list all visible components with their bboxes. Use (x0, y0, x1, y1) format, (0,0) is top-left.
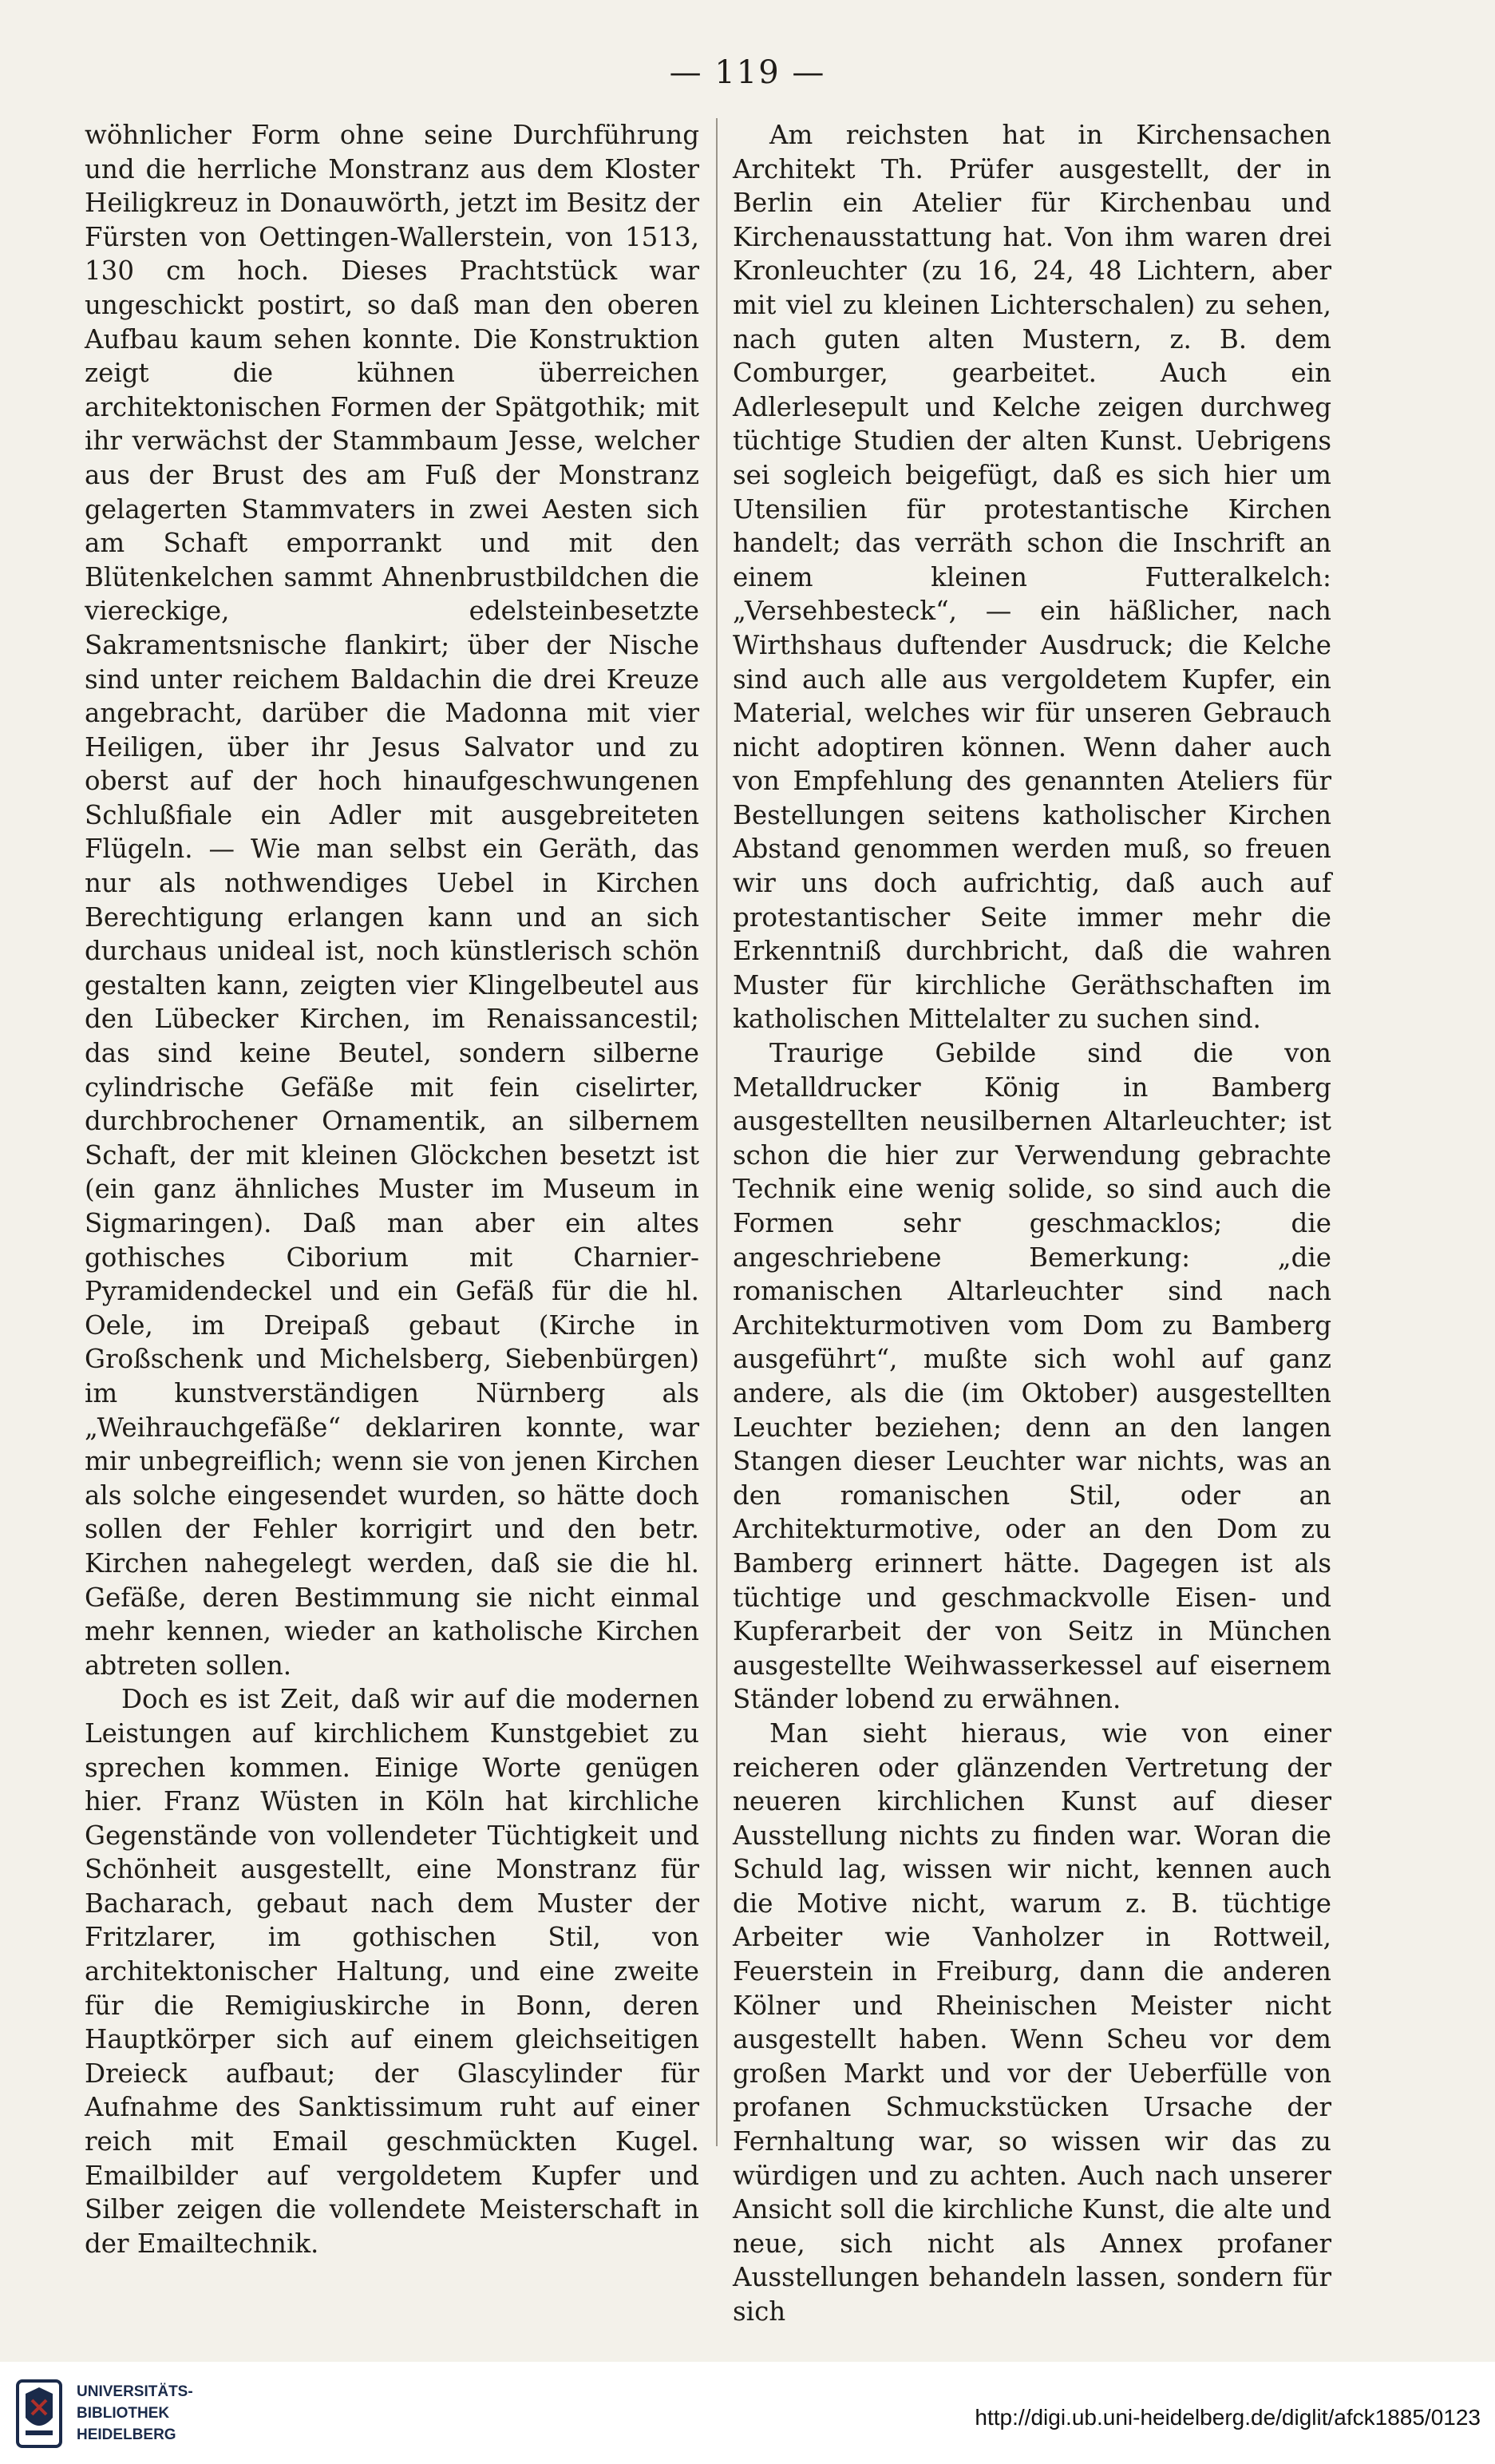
right-paragraph-3: Man sieht hieraus, wie von einer reicheren oder glänzenden Vertretung der neueren kirchlichen Kunst auf dieser Ausstellung nichts zu finden war. Woran die Schuld lag, wissen wir nicht, kennen auch die Motive nicht, warum z. B. tüchtige Arbeiter wie Vanholzer in Rottweil, Feuerstein in Freiburg, dann die anderen Kölner und Rheinischen Meister nicht ausgestellt haben. Wenn Scheu vor dem großen Markt und vor der Ueberfülle von profanen Schmuckstücken Ursache der Fernhaltung war, so wissen wir das zu würdigen und zu achten. Auch nach unserer Ansicht soll die kirchliche Kunst, die alte und neue, sich nicht als Annex profaner Ausstellungen behandeln lassen, sondern für sich (733, 1717, 1331, 2327)
library-logo (14, 2378, 222, 2450)
right-column (733, 118, 1331, 2329)
library-name-line-2: BIBLIOTHEK (77, 2405, 170, 2422)
left-paragraph-2: Doch es ist Zeit, daß wir auf die modernen Leistungen auf kirchlichem Kunstgebiet zu sprechen kommen. Einige Worte genügen hier. Franz Wüsten in Köln hat kirchliche Gegenstände von vollendeter Tüchtigkeit und Schönheit ausgestellt, eine Monstranz für Bacharach, gebaut nach dem Muster der Fritzlarer, im gothischen Stil, von architektonischer Haltung, und eine zweite für die Remigiuskirche in Bonn, deren Hauptkörper sich auf einem gleichseitigen Dreieck aufbaut; der Glascylinder für Aufnahme des Sanktissimum ruht auf einer reich mit Email geschmückten Kugel. Emailbilder auf vergoldetem Kupfer und Silber zeigen die vollendete Meisterschaft in der Emailtechnik. (85, 1684, 699, 2259)
left-column (85, 118, 699, 2260)
library-seal-icon (14, 2378, 64, 2450)
page-number: — 119 — (669, 54, 826, 91)
right-paragraph-2: Traurige Gebilde sind die von Metalldrucker König in Bamberg ausgestellten neusilbernen Altarleuchter; ist schon die hier zur Verwendung gebrachte Technik eine wenig solide, so sind auch die Formen sehr geschmacklos; die angeschriebene Bemerkung: „die romanischen Altarleuchter sind nach Architekturmotiven vom Dom zu Bamberg ausgeführt“, mußte sich wohl auf ganz andere, als die (im Oktober) ausgestellten Leuchter beziehen; denn an den langen Stangen dieser Leuchter war nichts, was an den romanischen Stil, oder an Architekturmotive, oder an den Dom zu Bamberg erinnert hätte. Dagegen ist als tüchtige und geschmackvolle Eisen- und Kupferarbeit der von Seitz in München ausgestellte Weihwasserkessel auf eisernem Ständer lobend zu erwähnen. (733, 1038, 1331, 1715)
source-url-link[interactable]: http://digi.ub.uni-heidelberg.de/diglit/afck1885/0123 (975, 2405, 1481, 2430)
right-paragraph-1: Am reichsten hat in Kirchensachen Architekt Th. Prüfer ausgestellt, der in Berlin ein Atelier für Kirchenbau und Kirchenausstattung hat. Von ihm waren drei Kronleuchter (zu 16, 24, 48 Lichtern, aber mit viel zu kleinen Lichterschalen) zu sehen, nach guten alten Mustern, z. B. dem Comburger, gearbeitet. Auch ein Adlerlesepult und Kelche zeigen durchweg tüchtige Studien der alten Kunst. Uebrigens sei sogleich beigefügt, daß es sich hier um Utensilien für protestantische Kirchen handelt; das verräth schon die Inschrift an einem kleinen Futteralkelch: „Versehbesteck“, — ein häßlicher, nach Wirthshaus duftender Ausdruck; die Kelche sind auch alle aus vergoldetem Kupfer, ein Material, welches wir für unseren Gebrauch nicht adoptiren können. Wenn daher auch von Empfehlung des genannten Ateliers für Bestellungen seitens katholischer Kirchen Abstand genommen werden muß, so freuen wir uns doch aufrichtig, daß auch auf protestantischer Seite immer mehr die Erkenntniß durchbricht, daß die wahren Muster für kirchliche Geräthschaften im katholischen Mittelalter zu suchen sind. (733, 120, 1331, 1035)
column-divider (716, 118, 718, 2146)
library-name-line-1: UNIVERSITÄTS- (77, 2383, 193, 2400)
library-name-line-3: HEIDELBERG (77, 2426, 176, 2443)
left-paragraph-1: wöhnlicher Form ohne seine Durchführung und die herrliche Monstranz aus dem Kloster Heiligkreuz in Donauwörth, jetzt im Besitz der Fürsten von Oettingen-Wallerstein, von 1513, 130 cm hoch. Dieses Prachtstück war ungeschickt postirt, so daß man den oberen Aufbau kaum sehen konnte. Die Konstruktion zeigt die kühnen überreichen architektonischen Formen der Spätgothik; mit ihr verwächst der Stammbaum Jesse, welcher aus der Brust des am Fuß der Monstranz gelagerten Stammvaters in zwei Aesten sich am Schaft emporrankt und mit den Blütenkelchen sammt Ahnenbrustbildchen die viereckige, edelsteinbesetzte Sakramentsnische flankirt; über der Nische sind unter reichem Baldachin die drei Kreuze angebracht, darüber die Madonna mit vier Heiligen, über ihr Jesus Salvator und zu oberst auf der hoch hinaufgeschwungenen Schlußfiale ein Adler mit ausgebreiteten Flügeln. — Wie man selbst ein Geräth, das nur als nothwendiges Uebel in Kirchen Berechtigung erlangen kann und an sich durchaus unideal ist, noch künstlerisch schön gestalten kann, zeigten vier Klingelbeutel aus den Lübecker Kirchen, im Renaissancestil; das sind keine Beutel, sondern silberne cylindrische Gefäße mit fein ciselirter, durchbrochener Ornamentik, an silbernem Schaft, der mit kleinen Glöckchen besetzt ist (ein ganz ähnliches Muster im Museum in Sigmaringen). Daß man aber ein altes gothisches Ciborium mit Charnier-Pyramidendeckel und ein Gefäß für die hl. Oele, im Dreipaß gebaut (Kirche in Großschenk und Michelsberg, Siebenbürgen) im kunstverständigen Nürnberg als „Weihrauchgefäße“ deklariren konnte, war mir unbegreiflich; wenn sie von jenen Kirchen als solche eingesendet wurden, so hätte doch sollen der Fehler korrigirt und den betr. Kirchen nahegelegt werden, daß sie die hl. Gefäße, deren Bestimmung sie nicht einmal mehr kennen, wieder an katholische Kirchen abtreten sollen. (85, 120, 699, 1681)
library-name (77, 2381, 228, 2446)
